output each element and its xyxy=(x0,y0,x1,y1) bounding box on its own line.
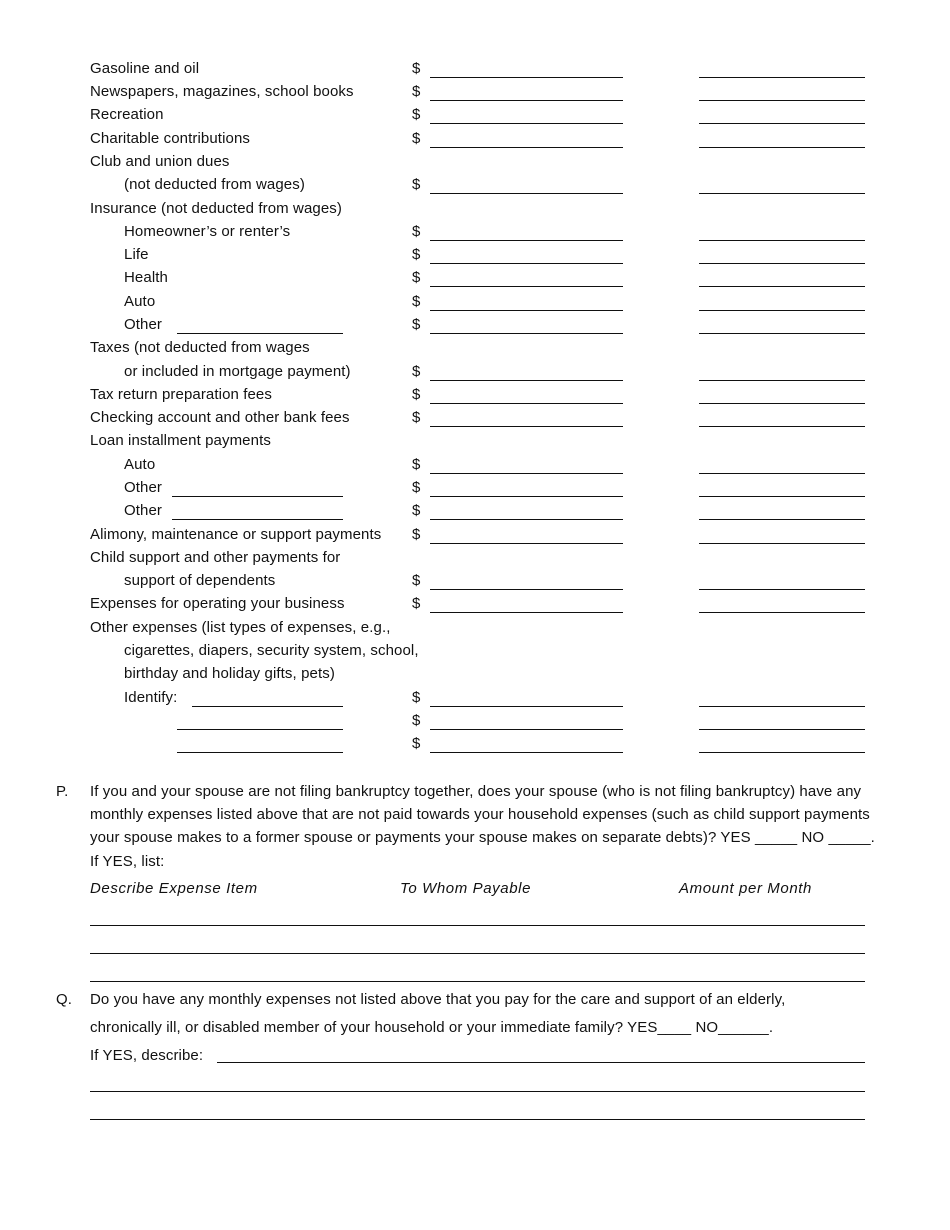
question-text: If YES, list: xyxy=(90,853,165,870)
describe-line[interactable] xyxy=(90,1091,865,1092)
spouse-amount-field[interactable] xyxy=(699,380,865,381)
amount-field[interactable] xyxy=(430,123,623,124)
dollar-sign: $ xyxy=(412,502,421,519)
dollar-sign: $ xyxy=(412,595,421,612)
expense-label: Checking account and other bank fees xyxy=(90,409,350,426)
amount-field[interactable] xyxy=(430,240,623,241)
identify-field[interactable] xyxy=(177,752,343,753)
expense-label: Other xyxy=(124,479,163,496)
dollar-sign: $ xyxy=(412,409,421,426)
dollar-sign: $ xyxy=(412,293,421,310)
expense-label: Tax return preparation fees xyxy=(90,386,272,403)
identify-field[interactable] xyxy=(192,706,343,707)
question-text: If you and your spouse are not filing bankruptcy together, does your spouse (who is not filing bankruptcy) have any xyxy=(90,783,862,800)
expense-label: or included in mortgage payment) xyxy=(124,363,351,380)
amount-field[interactable] xyxy=(430,589,623,590)
column-header-describe: Describe Expense Item xyxy=(90,880,258,897)
expense-label: Life xyxy=(124,246,149,263)
amount-field[interactable] xyxy=(430,612,623,613)
expense-label: (not deducted from wages) xyxy=(124,176,305,193)
expense-label: Taxes (not deducted from wages xyxy=(90,339,310,356)
describe-field[interactable] xyxy=(217,1062,865,1063)
question-text: monthly expenses listed above that are not paid towards your household expenses (such as child support payments xyxy=(90,806,870,823)
amount-field[interactable] xyxy=(430,193,623,194)
dollar-sign: $ xyxy=(412,246,421,263)
spouse-amount-field[interactable] xyxy=(699,473,865,474)
spouse-amount-field[interactable] xyxy=(699,240,865,241)
dollar-sign: $ xyxy=(412,60,421,77)
dollar-sign: $ xyxy=(412,712,421,729)
spouse-amount-field[interactable] xyxy=(699,100,865,101)
expense-label: Auto xyxy=(124,456,156,473)
amount-field[interactable] xyxy=(430,403,623,404)
other-description-field[interactable] xyxy=(172,519,343,520)
expense-label: Gasoline and oil xyxy=(90,60,200,77)
dollar-sign: $ xyxy=(412,456,421,473)
spouse-amount-field[interactable] xyxy=(699,77,865,78)
other-description-field[interactable] xyxy=(172,496,343,497)
dollar-sign: $ xyxy=(412,479,421,496)
spouse-amount-field[interactable] xyxy=(699,706,865,707)
spouse-amount-field[interactable] xyxy=(699,147,865,148)
amount-field[interactable] xyxy=(430,729,623,730)
dollar-sign: $ xyxy=(412,526,421,543)
amount-field[interactable] xyxy=(430,380,623,381)
amount-field[interactable] xyxy=(430,77,623,78)
expense-list-line[interactable] xyxy=(90,981,865,982)
amount-field[interactable] xyxy=(430,263,623,264)
expense-label: birthday and holiday gifts, pets) xyxy=(124,665,335,682)
question-text: your spouse makes to a former spouse or payments your spouse makes on separate debts)? YES _____ NO _____. xyxy=(90,829,875,846)
expense-label: Child support and other payments for xyxy=(90,549,341,566)
expense-label: Health xyxy=(124,269,168,286)
dollar-sign: $ xyxy=(412,176,421,193)
spouse-amount-field[interactable] xyxy=(699,263,865,264)
amount-field[interactable] xyxy=(430,426,623,427)
other-description-field[interactable] xyxy=(177,333,343,334)
amount-field[interactable] xyxy=(430,496,623,497)
column-header-whom: To Whom Payable xyxy=(400,880,532,897)
spouse-amount-field[interactable] xyxy=(699,496,865,497)
expense-label: Recreation xyxy=(90,106,164,123)
expense-label: cigarettes, diapers, security system, school, xyxy=(124,642,419,659)
dollar-sign: $ xyxy=(412,223,421,240)
amount-field[interactable] xyxy=(430,473,623,474)
amount-field[interactable] xyxy=(430,752,623,753)
amount-field[interactable] xyxy=(430,100,623,101)
spouse-amount-field[interactable] xyxy=(699,543,865,544)
amount-field[interactable] xyxy=(430,333,623,334)
dollar-sign: $ xyxy=(412,572,421,589)
expense-label: Club and union dues xyxy=(90,153,230,170)
amount-field[interactable] xyxy=(430,706,623,707)
dollar-sign: $ xyxy=(412,106,421,123)
expense-label: Homeowner’s or renter’s xyxy=(124,223,291,240)
expense-list-line[interactable] xyxy=(90,953,865,954)
expense-label: Loan installment payments xyxy=(90,432,271,449)
dollar-sign: $ xyxy=(412,386,421,403)
expense-label: Other xyxy=(124,316,163,333)
spouse-amount-field[interactable] xyxy=(699,333,865,334)
column-header-amount: Amount per Month xyxy=(679,880,812,897)
amount-field[interactable] xyxy=(430,519,623,520)
spouse-amount-field[interactable] xyxy=(699,310,865,311)
question-letter: Q. xyxy=(56,991,73,1008)
dollar-sign: $ xyxy=(412,316,421,333)
spouse-amount-field[interactable] xyxy=(699,193,865,194)
expense-label: Charitable contributions xyxy=(90,130,250,147)
expense-label: Auto xyxy=(124,293,156,310)
spouse-amount-field[interactable] xyxy=(699,286,865,287)
spouse-amount-field[interactable] xyxy=(699,426,865,427)
spouse-amount-field[interactable] xyxy=(699,589,865,590)
expense-label: Insurance (not deducted from wages) xyxy=(90,200,342,217)
identify-field[interactable] xyxy=(177,729,343,730)
amount-field[interactable] xyxy=(430,543,623,544)
spouse-amount-field[interactable] xyxy=(699,612,865,613)
expense-label: Identify: xyxy=(124,689,178,706)
spouse-amount-field[interactable] xyxy=(699,403,865,404)
describe-line[interactable] xyxy=(90,1119,865,1120)
expense-label: Alimony, maintenance or support payments xyxy=(90,526,382,543)
expense-list-line[interactable] xyxy=(90,925,865,926)
question-text: Do you have any monthly expenses not listed above that you pay for the care and support of an elderly, xyxy=(90,991,786,1008)
dollar-sign: $ xyxy=(412,735,421,752)
expense-label: Newspapers, magazines, school books xyxy=(90,83,354,100)
dollar-sign: $ xyxy=(412,130,421,147)
dollar-sign: $ xyxy=(412,363,421,380)
question-text: chronically ill, or disabled member of your household or your immediate family? YES____ NO______. xyxy=(90,1019,774,1036)
spouse-amount-field[interactable] xyxy=(699,752,865,753)
question-text: If YES, describe: xyxy=(90,1047,204,1064)
expense-label: Other xyxy=(124,502,163,519)
dollar-sign: $ xyxy=(412,83,421,100)
expense-label: Other expenses (list types of expenses, e.g., xyxy=(90,619,391,636)
expense-label: support of dependents xyxy=(124,572,276,589)
expense-label: Expenses for operating your business xyxy=(90,595,345,612)
spouse-amount-field[interactable] xyxy=(699,519,865,520)
amount-field[interactable] xyxy=(430,310,623,311)
dollar-sign: $ xyxy=(412,689,421,706)
spouse-amount-field[interactable] xyxy=(699,729,865,730)
amount-field[interactable] xyxy=(430,286,623,287)
dollar-sign: $ xyxy=(412,269,421,286)
spouse-amount-field[interactable] xyxy=(699,123,865,124)
question-letter: P. xyxy=(56,783,69,800)
amount-field[interactable] xyxy=(430,147,623,148)
